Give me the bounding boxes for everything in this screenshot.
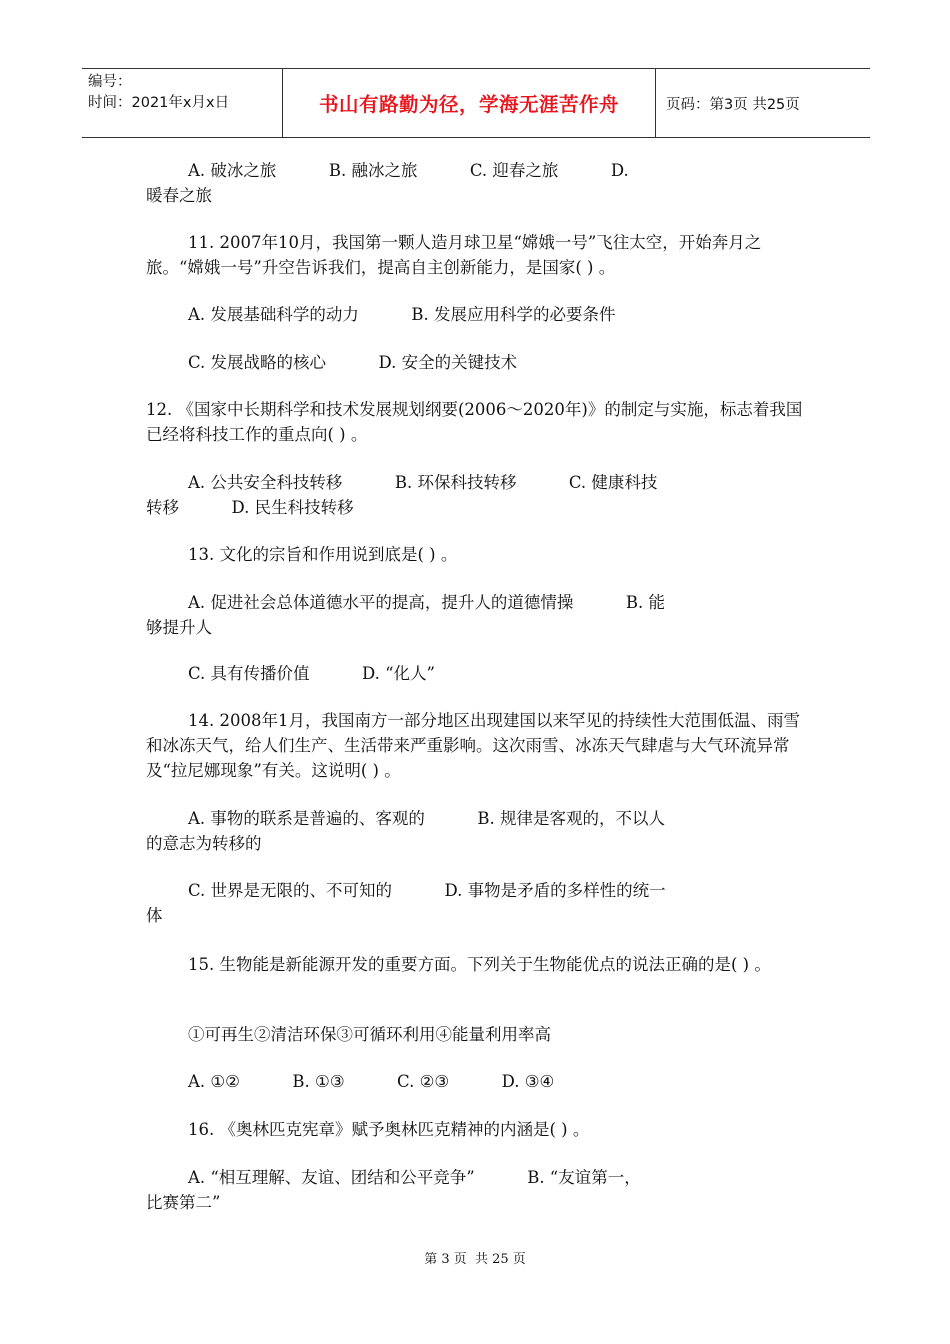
page-header <box>82 68 870 138</box>
q13-stem: 13. 文化的宗旨和作用说到底是( ) 。 <box>146 545 458 564</box>
q14-options-ab: A. 事物的联系是普遍的、客观的 B. 规律是客观的，不以人 的意志为转移的 <box>146 809 665 853</box>
q11-stem: 11. 2007年10月，我国第一颗人造月球卫星“嫦娥一号”飞往太空，开始奔月之旅。“嫦娥一号”升空告诉我们，提高自主创新能力，是国家( ) 。 <box>146 233 762 277</box>
q14-stem: 14. 2008年1月，我国南方一部分地区出现建国以来罕见的持续性大范围低温、雨雪和冰冻天气，给人们生产、生活带来严重影响。这次雨雪、冰冻天气肆虐与大气环流异常及“拉尼娜现象”有关。这说明( ) 。 <box>146 711 800 780</box>
q15-stem: 15. 生物能是新能源开发的重要方面。下列关于生物能优点的说法正确的是( ) 。 <box>146 955 771 974</box>
q15-statements: ①可再生②清洁环保③可循环利用④能量利用率高 <box>146 1025 551 1044</box>
number-label: 编号： <box>88 74 132 90</box>
q12-stem: 12. 《国家中长期科学和技术发展规划纲要(2006～2020年)》的制定与实施，标志着我国已经将科技工作的重点向( ) 。 <box>146 400 803 444</box>
time-label: 时间：2021年x月x日 <box>88 95 230 111</box>
q16-stem: 16. 《奥林匹克宪章》赋予奥林匹克精神的内涵是( ) 。 <box>146 1120 590 1139</box>
q10-options: A. 破冰之旅 B. 融冰之旅 C. 迎春之旅 D. 暖春之旅 <box>146 161 629 205</box>
header-motto: 书山有路勤为径，学海无涯苦作舟 <box>282 69 656 137</box>
header-meta <box>82 69 282 137</box>
q15-options: A. ①② B. ①③ C. ②③ D. ③④ <box>146 1072 555 1091</box>
header-page-info: 页码：第3页 共25页 <box>666 96 800 113</box>
q14-options-cd: C. 世界是无限的、不可知的 D. 事物是矛盾的多样性的统一 体 <box>146 881 666 925</box>
q13-options-cd: C. 具有传播价值 D. “化人” <box>146 664 435 683</box>
q13-options-ab: A. 促进社会总体道德水平的提高，提升人的道德情操 B. 能 够提升人 <box>146 593 665 637</box>
q11-options-ab: A. 发展基础科学的动力 B. 发展应用科学的必要条件 <box>146 305 616 324</box>
page-footer: 第 3 页 共 25 页 <box>424 1252 526 1267</box>
q11-options-cd: C. 发展战略的核心 D. 安全的关键技术 <box>146 353 518 372</box>
q12-options: A. 公共安全科技转移 B. 环保科技转移 C. 健康科技 转移 D. 民生科技转移 <box>146 473 658 517</box>
q16-options: A. “相互理解、友谊、团结和公平竞争” B. “友谊第一， 比赛第二” <box>146 1168 641 1212</box>
